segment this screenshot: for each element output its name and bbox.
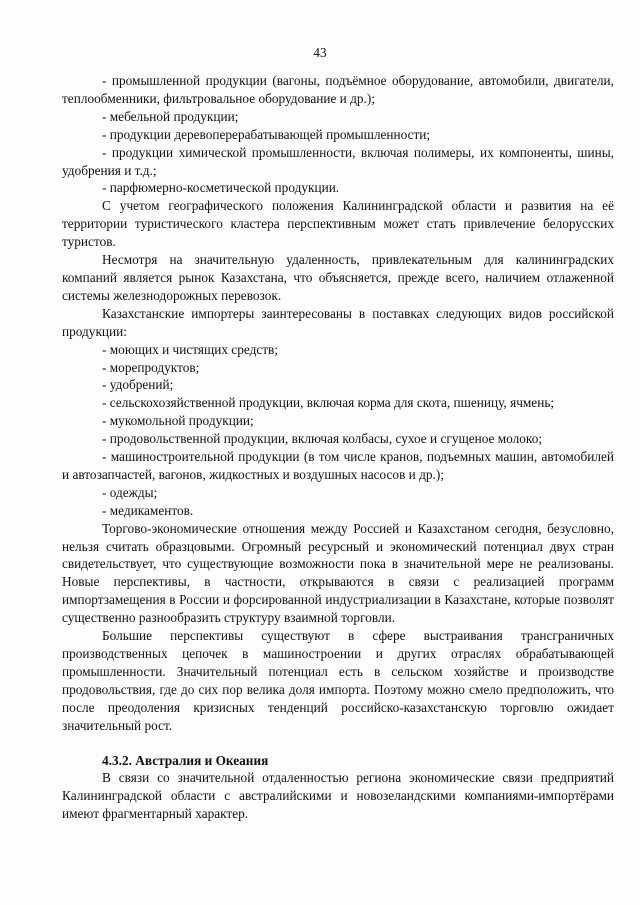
section-heading: 4.3.2. Австралия и Океания: [102, 752, 269, 768]
list-item-clothing: - одежды;: [102, 484, 158, 500]
list-item-food: - продовольственной продукции, включая колбасы, сухое и сгущеное молоко;: [102, 431, 543, 447]
paragraph-australia: В связи со значительной отдаленностью региона экономические связи предприятий Калининградской области с австралийскими и новозеландскими компаниями-импортёрами имеют фрагментарный характер.: [62, 770, 614, 822]
list-item-fertilizers: - удобрений;: [102, 377, 174, 393]
list-item-detergents: - моющих и чистящих средств;: [102, 341, 279, 357]
list-item-woodworking: - продукции деревоперерабатывающей промышленности;: [102, 126, 431, 142]
list-item-agricultural: - сельскохозяйственной продукции, включая корма для скота, пшеницу, ячмень;: [102, 395, 555, 411]
list-item-medicines: - медикаментов.: [102, 502, 194, 518]
list-item-cosmetics: - парфюмерно-косметической продукции.: [102, 180, 340, 196]
list-item-industrial-products: - промышленной продукции (вагоны, подъёмное оборудование, автомобили, двигатели, теплообменники, фильтровальное оборудование и др.);: [62, 73, 614, 106]
page-number: 43: [313, 45, 327, 60]
list-item-chemical: - продукции химической промышленности, включая полимеры, их компоненты, шины, удобрения и т.д.;: [62, 144, 614, 178]
paragraph-tourism: С учетом географического положения Калининградской области и развития на её территории туристического кластера перспективным может стать привлечение белорусских туристов.: [62, 198, 614, 250]
paragraph-kazakh-importers: Казахстанские импортеры заинтересованы в поставках следующих видов российской продукции:: [62, 305, 614, 339]
paragraph-trade-relations: Торгово-экономические отношения между Россией и Казахстаном сегодня, безусловно, нельзя считать образцовыми. Огромный ресурсный и экономический потенциал двух стран свидетельствует, что существующие возможности пока в значительной мере не реализованы. Новые перспективы, в частности, открываются в связи с реализацией программ импортзамещения в России и форсированной индустриализации в Казахстане, которые позволят существенно разнообразить структуру взаимной торговли.: [62, 520, 614, 626]
list-item-seafood: - морепродуктов;: [102, 359, 200, 375]
list-item-machinery: - машиностроительной продукции (в том числе кранов, подъемных машин, автомобилей и автозапчастей, вагонов, жидкостных и воздушных насосов и др.);: [62, 449, 614, 482]
page-body: [62, 72, 614, 823]
paragraph-prospects: Большие перспективы существуют в сфере выстраивания трансграничных производственных цепочек в машиностроении и других отраслях обрабатывающей промышленности. Значительный потенциал есть в сельском хозяйстве и производстве продовольствия, где до сих пор велика доля импорта. Поэтому можно смело предположить, что после преодоления кризисных тенденций российско-казахстанскую торговлю ожидает значительный рост.: [62, 628, 614, 733]
list-item-furniture: - мебельной продукции;: [102, 108, 239, 124]
list-item-flour: - мукомольной продукции;: [102, 413, 254, 429]
paragraph-kazakhstan-market: Несмотря на значительную удаленность, привлекательным для калининградских компаний является рынок Казахстана, что объясняется, прежде всего, наличием отлаженной системы железнодорожных перевозок.: [62, 252, 614, 303]
